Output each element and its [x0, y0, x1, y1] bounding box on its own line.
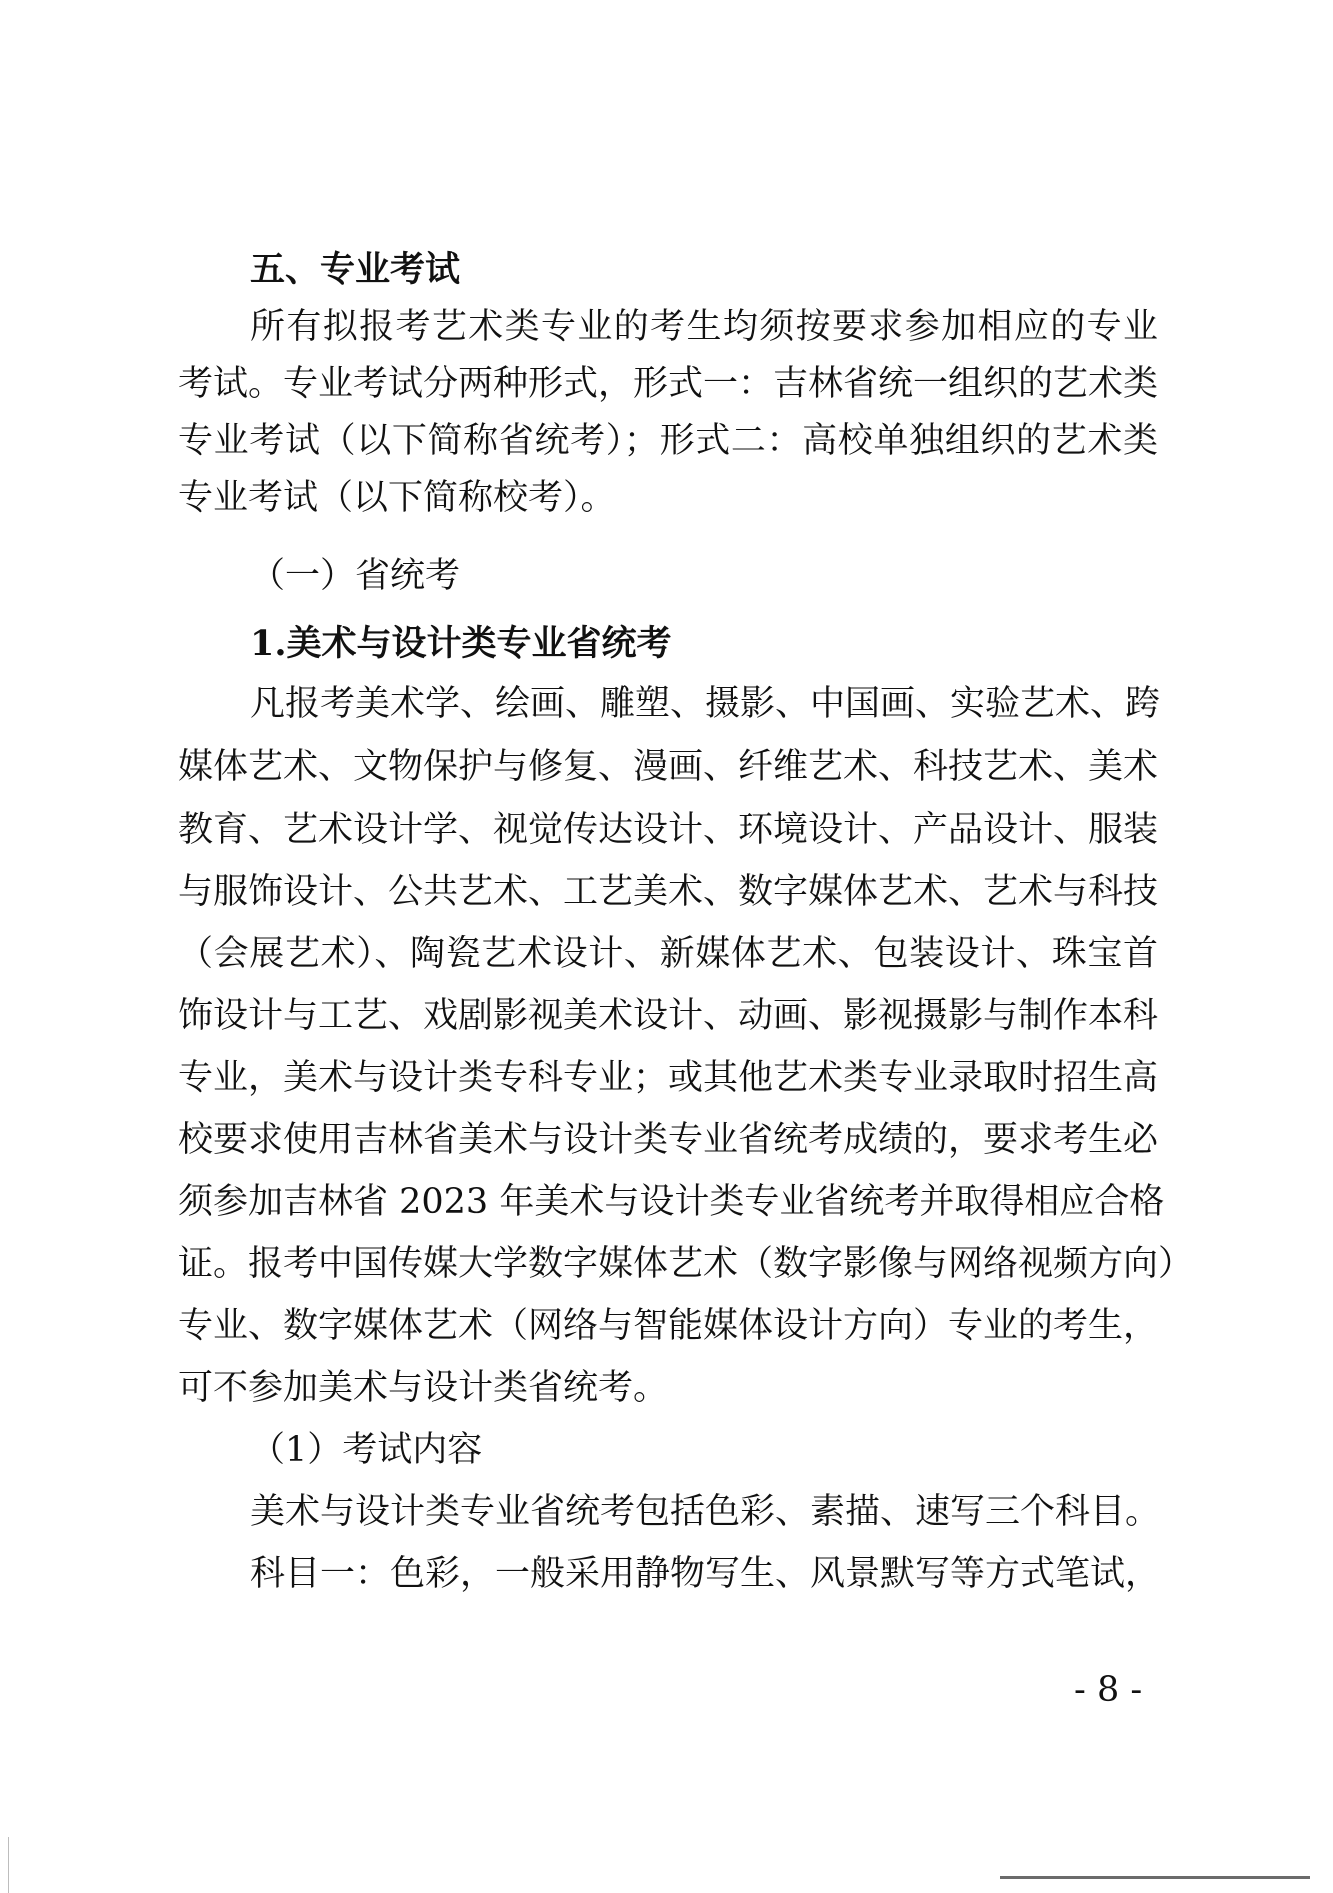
- paragraph-line: 校要求使用吉林省美术与设计类专业省统考成绩的，要求考生必: [178, 1120, 1159, 1160]
- paragraph-line: （会展艺术）、陶瓷艺术设计、新媒体艺术、包装设计、珠宝首: [178, 934, 1158, 974]
- paragraph-line: 科目一：色彩，一般采用静物写生、风景默写等方式笔试，: [250, 1554, 1161, 1594]
- bottom-rule: [1000, 1876, 1310, 1879]
- paragraph-line: 考试。专业考试分两种形式，形式一：吉林省统一组织的艺术类: [178, 364, 1159, 404]
- paragraph-line: 专业、数字媒体艺术（网络与智能媒体设计方向）专业的考生，: [178, 1306, 1159, 1346]
- page-number: - 8 -: [1074, 1670, 1143, 1710]
- paragraph-line: 专业，美术与设计类专科专业；或其他艺术类专业录取时招生高: [178, 1058, 1159, 1098]
- subsection-heading: （一）省统考: [250, 556, 461, 596]
- scan-edge-mark: [8, 1837, 9, 1893]
- paragraph-line: 可不参加美术与设计类省统考。: [178, 1368, 669, 1408]
- paragraph-line: 专业考试（以下简称省统考）；形式二：高校单独组织的艺术类: [178, 421, 1158, 461]
- paragraph-line: 凡报考美术学、绘画、雕塑、摄影、中国画、实验艺术、跨: [250, 684, 1161, 724]
- section-heading: 五、专业考试: [250, 249, 461, 290]
- paragraph-line: 与服饰设计、公共艺术、工艺美术、数字媒体艺术、艺术与科技: [178, 872, 1159, 912]
- paragraph-line: 证。报考中国传媒大学数字媒体艺术（数字影像与网络视频方向）: [178, 1244, 1194, 1284]
- paragraph-line: 所有拟报考艺术类专业的考生均须按要求参加相应的专业: [250, 307, 1158, 347]
- paragraph-line: 媒体艺术、文物保护与修复、漫画、纤维艺术、科技艺术、美术: [178, 747, 1159, 787]
- paragraph-line: 美术与设计类专业省统考包括色彩、素描、速写三个科目。: [250, 1492, 1161, 1532]
- numbered-heading: （1）考试内容: [250, 1430, 483, 1470]
- subsubsection-heading: 1.美术与设计类专业省统考: [250, 623, 672, 664]
- paragraph-line: 须参加吉林省 2023 年美术与设计类专业省统考并取得相应合格: [178, 1182, 1165, 1222]
- paragraph-line: 饰设计与工艺、戏剧影视美术设计、动画、影视摄影与制作本科: [178, 996, 1159, 1036]
- paragraph-line: 教育、艺术设计学、视觉传达设计、环境设计、产品设计、服装: [178, 810, 1159, 850]
- paragraph-line: 专业考试（以下简称校考）。: [178, 478, 616, 518]
